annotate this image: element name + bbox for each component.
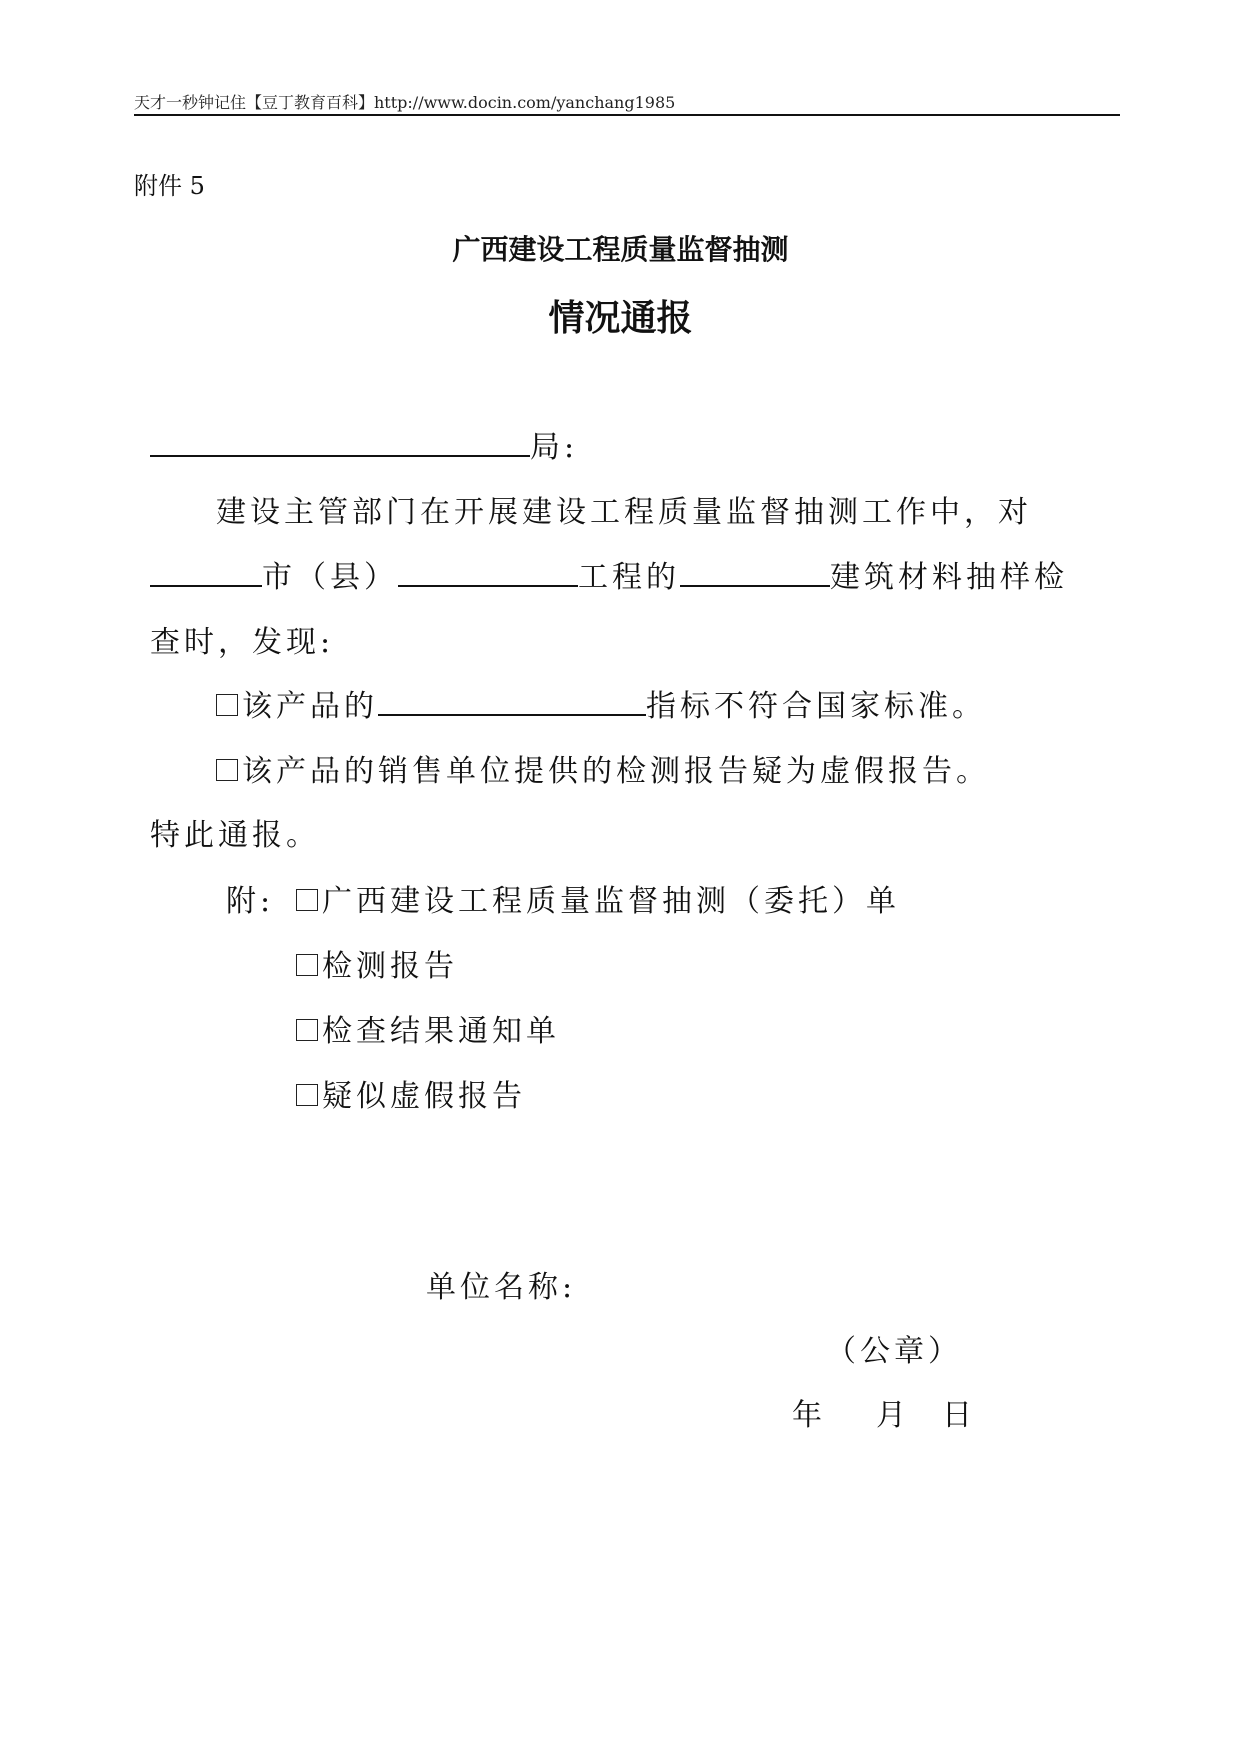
- attachment-item-label: 检测报告: [322, 949, 458, 984]
- attachment-item: [296, 1006, 560, 1050]
- attachment-checkbox[interactable]: [296, 1019, 318, 1041]
- attachment-checkbox[interactable]: [296, 954, 318, 976]
- option-fake-report-checkbox[interactable]: [216, 759, 238, 781]
- project-of-label: 工程的: [578, 560, 680, 595]
- document-subtitle: 情况通报: [548, 297, 693, 339]
- city-blank[interactable]: [150, 555, 262, 587]
- indicator-blank[interactable]: [378, 684, 646, 716]
- material-blank[interactable]: [680, 555, 830, 587]
- attachment-item-label: 广西建设工程质量监督抽测（委托）单: [322, 884, 900, 919]
- attachments-label: 附:: [226, 884, 275, 919]
- attachment-item: [296, 1071, 526, 1115]
- date-day: 日: [942, 1398, 976, 1433]
- addressee-blank[interactable]: [150, 425, 530, 457]
- attachment-item: [296, 941, 458, 985]
- attachment-item: [296, 876, 900, 920]
- addressee-suffix: 局:: [530, 430, 579, 465]
- addressee-line: [150, 422, 578, 466]
- attachment-label: 附件 5: [134, 172, 205, 200]
- unit-name-label: 单位名称:: [426, 1270, 577, 1305]
- project-blank[interactable]: [398, 555, 578, 587]
- date-month: 月: [876, 1398, 910, 1433]
- option-substandard-prefix: 该产品的: [242, 689, 378, 724]
- official-seal-label: （公章）: [826, 1334, 962, 1369]
- page-header: 天才一秒钟记住【豆丁教育百科】http://www.docin.com/yanchang1985: [134, 93, 676, 112]
- attachment-checkbox[interactable]: [296, 889, 318, 911]
- date-year: 年: [792, 1398, 826, 1433]
- document-title: 广西建设工程质量监督抽测: [452, 233, 789, 266]
- body-line-3: 查时，发现:: [150, 625, 335, 660]
- option-substandard: [216, 681, 986, 725]
- option-substandard-suffix: 指标不符合国家标准。: [646, 689, 986, 724]
- material-check-label: 建筑材料抽样检: [830, 560, 1068, 595]
- city-county-label: 市（县）: [262, 560, 398, 595]
- body-line-1: 建设主管部门在开展建设工程质量监督抽测工作中，对: [216, 495, 1032, 530]
- closing-text: 特此通报。: [150, 818, 320, 853]
- header-divider: [134, 114, 1120, 116]
- option-fake-report: [216, 746, 990, 790]
- attachment-item-label: 疑似虚假报告: [322, 1079, 526, 1114]
- attachment-checkbox[interactable]: [296, 1084, 318, 1106]
- option-substandard-checkbox[interactable]: [216, 694, 238, 716]
- attachment-item-label: 检查结果通知单: [322, 1014, 560, 1049]
- option-fake-report-text: 该产品的销售单位提供的检测报告疑为虚假报告。: [242, 754, 990, 789]
- body-line-2: [150, 552, 1068, 596]
